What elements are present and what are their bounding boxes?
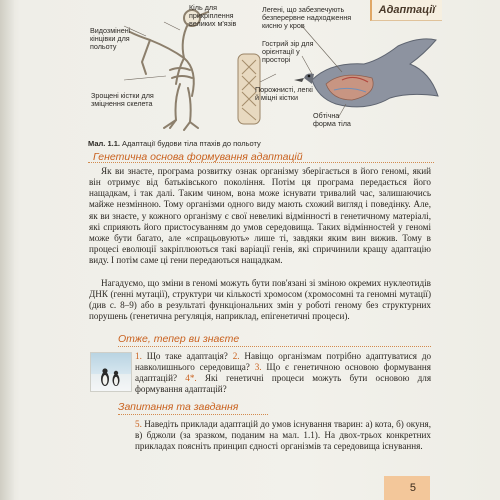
- section-title-genetic-basis: Генетична основа формування адаптацій: [93, 151, 303, 163]
- callout-wings: Видозмінені кінцівки для польоту: [90, 26, 131, 52]
- question-text: Що є генетичною основою формування адаптацій?: [135, 362, 432, 384]
- section-rule: [118, 346, 431, 347]
- page-spine-shadow: [0, 0, 14, 500]
- caption-text: Адаптації будови тіла птахів до польоту: [122, 139, 261, 148]
- question-number: 3.: [254, 362, 262, 373]
- question-text: Які генетичні процеси можуть бути основою для формування адаптацій?: [135, 373, 432, 395]
- page-number-box: [384, 476, 430, 500]
- callout-hollow-bones: Порожнисті, легкі й міцні кістки: [255, 85, 313, 103]
- callout-keel: Кіль для прикріплення великих м'язів: [189, 3, 237, 29]
- question-text: Що таке адаптація?: [146, 351, 228, 361]
- task-number: 5.: [135, 419, 142, 429]
- bird-adaptation-illustration: [80, 0, 440, 138]
- question-text: Навіщо організмам потрібно адаптуватися до навколишнього середовища?: [135, 351, 432, 373]
- section-title-questions-tasks: Запитання та завдання: [118, 401, 239, 413]
- section-title-now-you-know: Отже, тепер ви знаєте: [118, 333, 240, 345]
- page-number: 5: [409, 482, 416, 494]
- penguins-photo: [90, 352, 132, 392]
- callout-vision: Гострий зір для орієнтації у просторі: [262, 39, 314, 65]
- figure-caption: [88, 139, 428, 148]
- callout-lungs: Легені, що забезпечують безперервне надходження кисню у кров: [262, 5, 352, 31]
- caption-label: Мал. 1.1.: [88, 139, 120, 148]
- question-number: 4*.: [185, 373, 197, 384]
- task-block: [135, 419, 431, 452]
- paragraph-2: Нагадуємо, що зміни в геномі можуть бути пов'язані зі зміною окремих нуклеотидів ДНК (генні мутації), структури чи кількості хромосом (хромосомні та геномні мутації) (див с. 8–9) або в результаті функціональних змін у роботі геному без структурних порушень (генетична регуляція, наприклад, епігенетичні процеси).: [89, 278, 431, 322]
- callout-body-shape: Обтічна форма тіла: [313, 111, 351, 129]
- section-rule: [118, 414, 268, 415]
- callout-fused-bones: Зрощені кістки для зміцнення скелета: [91, 91, 154, 109]
- review-questions: [135, 351, 431, 396]
- section-tag: Адаптації: [370, 0, 442, 21]
- task-text: Наведіть приклади адаптацій до умов існування тварин: а) кота, б) окуня, в) бджоли (за зразком, поданим на мал. 1.1). На двох-трьох конкретних прикладах поясніть принцип єдності організмів та середовища існування.: [135, 419, 431, 452]
- paragraph-1: Як ви знаєте, програма розвитку ознак організму зберігається в його геномі, який він отримує від батьківського покоління. Потім ця програма передається його нащадкам, і так далі. Таким чином, вона може існувати тривалий час, залишаючись майже незмінною. Тому організми одного виду мають схожий вигляд і поведінку. Але, як ви знаєте, у кожного організму є свої невеликі відмінності в генетичному матеріалі, які сприяють його пристосуванням до умов середовища. Таких відмінностей у геномі може бути багато, але «спрацьовують» лише ті, завдяки яким вин вижив. Тому в процесі еволюції закріплюються такі варіації генів, які спричинили кращу адаптацію виду. І потім саме ці гени передаються нащадкам.: [89, 166, 431, 266]
- question-number: 1.: [135, 351, 142, 361]
- question-number: 2.: [232, 351, 240, 361]
